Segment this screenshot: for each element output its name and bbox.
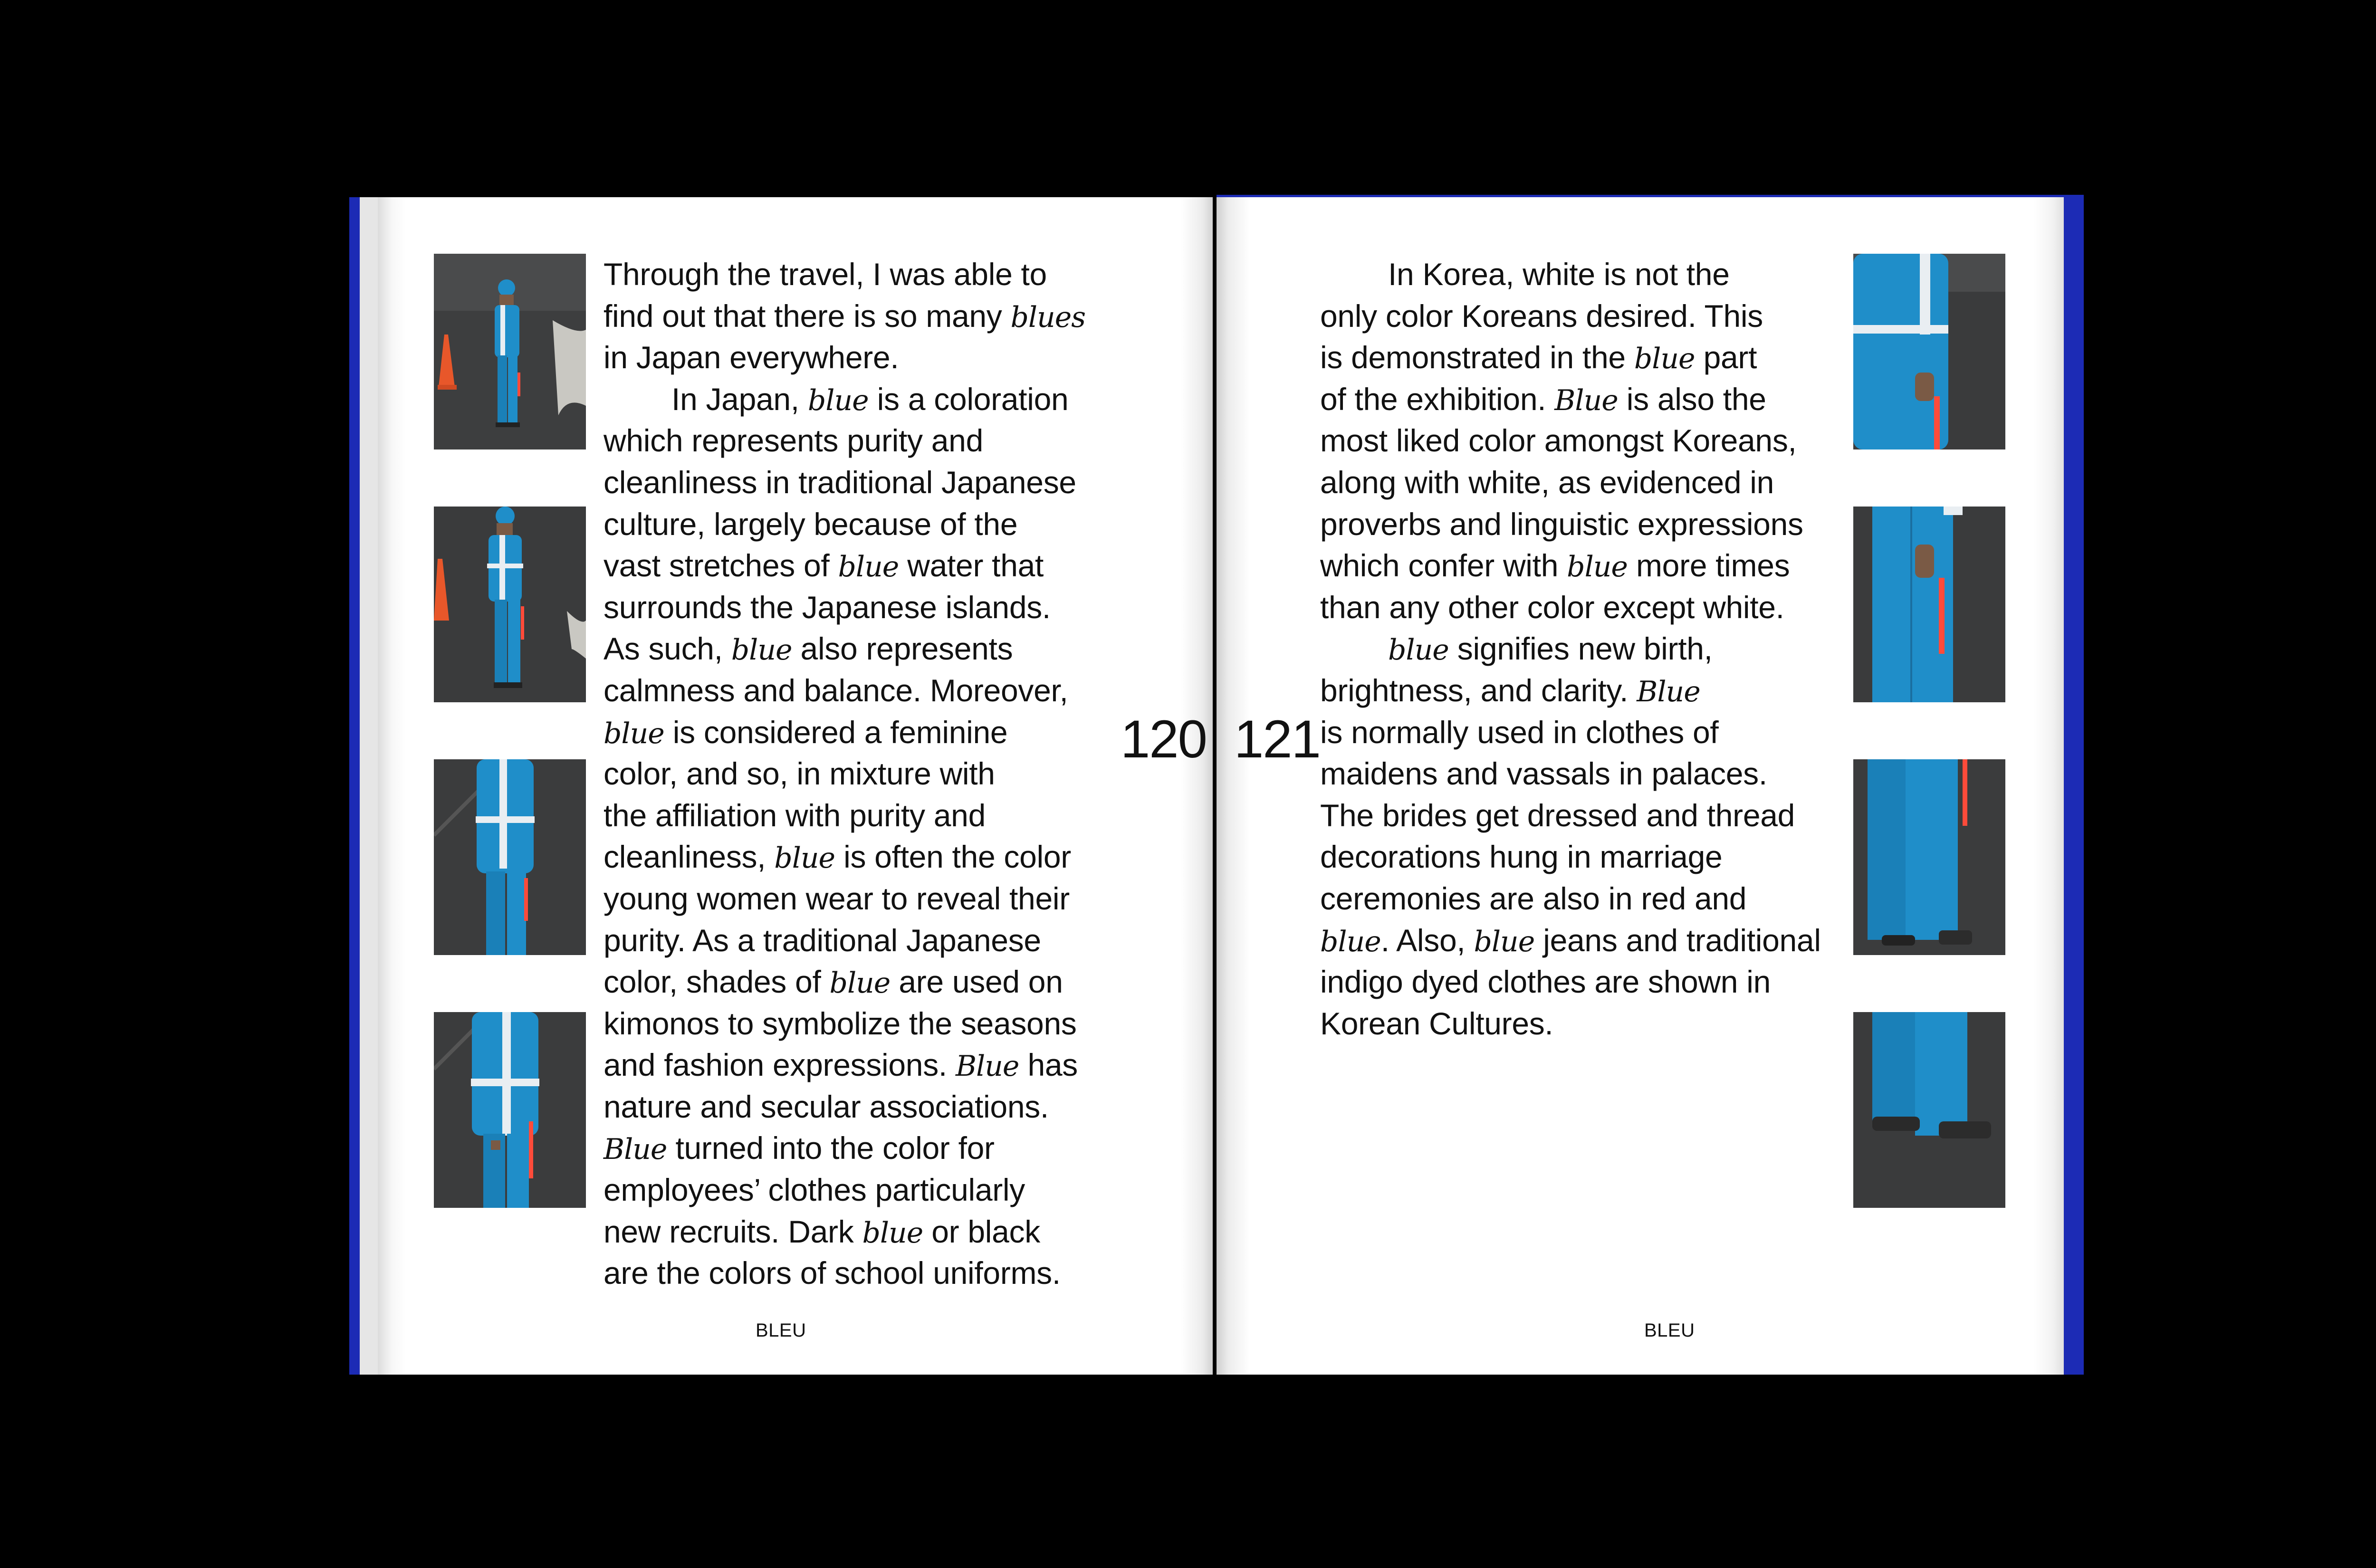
text-run: also represents bbox=[792, 631, 1013, 667]
text-run: signifies new birth, bbox=[1448, 631, 1713, 667]
text-run: has bbox=[1019, 1047, 1078, 1083]
cover-edge-right bbox=[2064, 196, 2084, 1375]
text-line bbox=[1320, 337, 1821, 379]
text-run: are used on bbox=[890, 964, 1063, 1000]
italic-word: blues bbox=[1010, 300, 1086, 334]
text-line bbox=[1320, 420, 1821, 462]
text-run: culture, largely because of the bbox=[604, 506, 1018, 542]
text-line bbox=[604, 712, 1085, 754]
text-line bbox=[1320, 712, 1821, 754]
text-line bbox=[604, 254, 1085, 296]
italic-word: blue bbox=[1320, 925, 1381, 958]
italic-word: blue bbox=[1634, 342, 1695, 376]
text-line bbox=[604, 296, 1085, 337]
text-run: are the colors of school uniforms. bbox=[604, 1255, 1061, 1291]
text-run: Through the travel, I was able to bbox=[604, 257, 1047, 292]
right-body-text bbox=[1320, 254, 1821, 1044]
text-line bbox=[604, 1003, 1085, 1045]
text-run: than any other color except white. bbox=[1320, 589, 1784, 625]
text-run: which represents purity and bbox=[604, 423, 983, 459]
text-line bbox=[604, 545, 1085, 587]
text-run: is normally used in clothes of bbox=[1320, 714, 1719, 750]
text-line bbox=[604, 920, 1085, 962]
text-run: most liked color amongst Koreans, bbox=[1320, 423, 1797, 459]
text-run: along with white, as evidenced in bbox=[1320, 464, 1774, 500]
text-run: maidens and vassals in palaces. bbox=[1320, 756, 1767, 792]
text-run: is considered a feminine bbox=[664, 714, 1008, 750]
text-run: is a coloration bbox=[868, 381, 1069, 417]
text-run: Korean Cultures. bbox=[1320, 1005, 1553, 1041]
text-run: young women wear to reveal their bbox=[604, 880, 1070, 916]
italic-word: Blue bbox=[1637, 675, 1700, 708]
text-run: vast stretches of bbox=[604, 548, 838, 583]
text-run: turned into the color for bbox=[667, 1130, 995, 1166]
text-line bbox=[604, 878, 1085, 920]
text-run: color, shades of bbox=[604, 964, 830, 1000]
text-run: decorations hung in marriage bbox=[1320, 839, 1723, 875]
text-run: find out that there is so many bbox=[604, 298, 1011, 334]
italic-word: blue bbox=[604, 717, 664, 750]
text-line bbox=[1320, 379, 1821, 421]
italic-word: Blue bbox=[955, 1050, 1019, 1083]
text-run: In Korea, white is not the bbox=[1388, 257, 1730, 292]
text-run: ceremonies are also in red and bbox=[1320, 880, 1747, 916]
italic-word: blue bbox=[807, 383, 869, 417]
text-line bbox=[1320, 296, 1821, 337]
text-line bbox=[1320, 254, 1821, 296]
italic-word: Blue bbox=[1554, 383, 1618, 417]
italic-word: Blue bbox=[604, 1133, 667, 1166]
running-footer-right: BLEU bbox=[1644, 1320, 1695, 1341]
text-run: only color Koreans desired. This bbox=[1320, 298, 1763, 334]
italic-word: blue bbox=[1388, 633, 1449, 667]
text-line bbox=[1320, 545, 1821, 587]
text-line bbox=[1320, 628, 1821, 670]
text-run: purity. As a traditional Japanese bbox=[604, 922, 1041, 958]
text-run: is demonstrated in the bbox=[1320, 340, 1634, 375]
italic-word: blue bbox=[862, 1216, 923, 1250]
text-line bbox=[604, 1169, 1085, 1211]
photo-right-2 bbox=[1853, 507, 2005, 702]
running-footer-left: BLEU bbox=[756, 1320, 806, 1341]
text-line bbox=[1320, 462, 1821, 504]
text-run: In Japan, bbox=[671, 381, 808, 417]
text-line bbox=[1320, 753, 1821, 795]
text-run: new recruits. Dark bbox=[604, 1214, 862, 1249]
text-run: nature and secular associations. bbox=[604, 1089, 1049, 1124]
photo-left-4 bbox=[434, 1012, 586, 1208]
italic-word: blue bbox=[1474, 925, 1535, 958]
text-run: proverbs and linguistic expressions bbox=[1320, 506, 1803, 542]
text-run: or black bbox=[923, 1214, 1040, 1249]
text-line bbox=[1320, 836, 1821, 878]
text-run: cleanliness in traditional Japanese bbox=[604, 464, 1076, 500]
text-line bbox=[604, 628, 1085, 670]
text-run: color, and so, in mixture with bbox=[604, 756, 995, 792]
text-line bbox=[604, 379, 1085, 421]
text-line bbox=[1320, 878, 1821, 920]
text-line bbox=[604, 1252, 1085, 1294]
text-line bbox=[1320, 920, 1821, 962]
text-line bbox=[604, 1211, 1085, 1253]
text-line bbox=[604, 1086, 1085, 1128]
italic-word: blue bbox=[774, 841, 835, 875]
text-line bbox=[604, 504, 1085, 545]
text-run: indigo dyed clothes are shown in bbox=[1320, 964, 1771, 1000]
text-run: which confer with bbox=[1320, 548, 1567, 583]
photo-right-3 bbox=[1853, 759, 2005, 955]
text-run: kimonos to symbolize the seasons bbox=[604, 1005, 1077, 1041]
text-run: jeans and traditional bbox=[1534, 922, 1821, 958]
text-line bbox=[604, 462, 1085, 504]
text-run: surrounds the Japanese islands. bbox=[604, 589, 1051, 625]
page-number-right: 121 bbox=[1234, 709, 1320, 769]
text-line bbox=[604, 961, 1085, 1003]
text-run: brightness, and clarity. bbox=[1320, 672, 1637, 708]
text-line bbox=[604, 836, 1085, 878]
italic-word: blue bbox=[731, 633, 792, 667]
photo-left-2 bbox=[434, 507, 586, 702]
left-page bbox=[378, 197, 1213, 1375]
text-line bbox=[604, 753, 1085, 795]
text-run: and fashion expressions. bbox=[604, 1047, 956, 1083]
text-line bbox=[604, 420, 1085, 462]
text-line bbox=[604, 1044, 1085, 1086]
photo-left-1 bbox=[434, 254, 586, 449]
left-body-text bbox=[604, 254, 1085, 1294]
text-run: . Also, bbox=[1380, 922, 1474, 958]
page-number-left: 120 bbox=[1121, 709, 1207, 769]
text-line bbox=[1320, 961, 1821, 1003]
text-line bbox=[1320, 504, 1821, 545]
text-run: employees’ clothes particularly bbox=[604, 1172, 1025, 1208]
cover-edge-left-inner bbox=[360, 197, 378, 1375]
cover-edge-left bbox=[349, 197, 360, 1375]
text-run: is also the bbox=[1618, 381, 1766, 417]
photo-right-1 bbox=[1853, 254, 2005, 449]
italic-word: blue bbox=[829, 966, 891, 1000]
text-run: in Japan everywhere. bbox=[604, 340, 899, 375]
text-line bbox=[1320, 670, 1821, 712]
text-run: calmness and balance. Moreover, bbox=[604, 672, 1068, 708]
italic-word: blue bbox=[838, 550, 899, 584]
text-run: the affiliation with purity and bbox=[604, 797, 986, 833]
text-run: The brides get dressed and thread bbox=[1320, 797, 1795, 833]
text-line bbox=[604, 337, 1085, 379]
text-run: cleanliness, bbox=[604, 839, 775, 875]
photo-left-3 bbox=[434, 759, 586, 955]
text-run: water that bbox=[899, 548, 1044, 583]
text-line bbox=[1320, 587, 1821, 629]
text-line bbox=[604, 587, 1085, 629]
text-line bbox=[604, 795, 1085, 837]
text-run: As such, bbox=[604, 631, 731, 667]
text-run: is often the color bbox=[835, 839, 1071, 875]
right-page bbox=[1217, 197, 2064, 1375]
text-line bbox=[604, 670, 1085, 712]
text-line bbox=[604, 1128, 1085, 1169]
italic-word: blue bbox=[1567, 550, 1628, 584]
text-line bbox=[1320, 795, 1821, 837]
text-run: of the exhibition. bbox=[1320, 381, 1555, 417]
text-run: more times bbox=[1627, 548, 1790, 583]
photo-right-4 bbox=[1853, 1012, 2005, 1208]
text-run: part bbox=[1695, 340, 1757, 375]
text-line bbox=[1320, 1003, 1821, 1045]
